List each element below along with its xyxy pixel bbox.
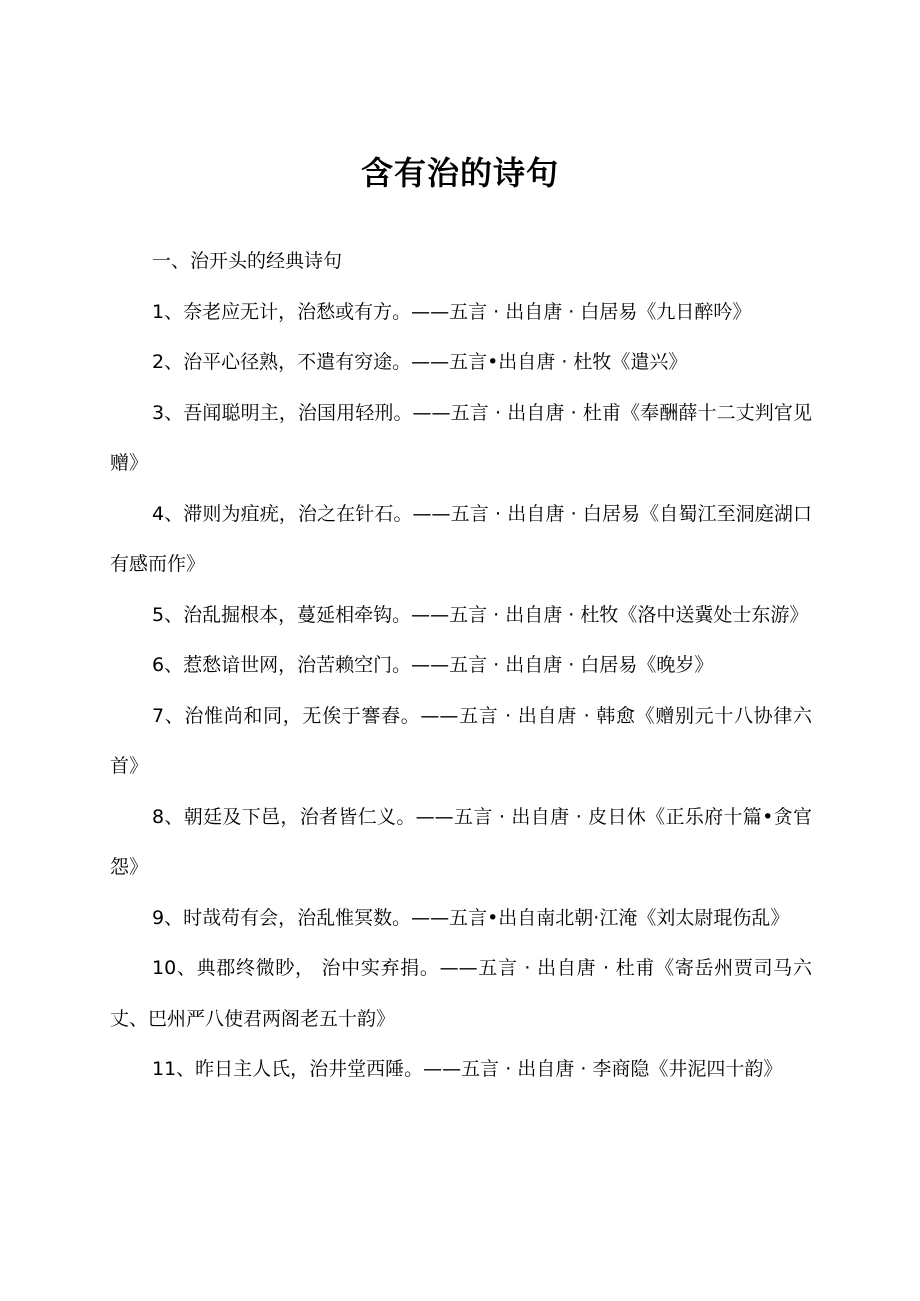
poem-line-6: 6、惹愁谙世网，治苦赖空门。——五言 · 出自唐 · 白居易《晚岁》	[152, 654, 714, 676]
poem-line-3: 3、吾闻聪明主，治国用轻刑。——五言 · 出自唐 · 杜甫《奉酬薛十二丈判官见赠》	[110, 401, 812, 474]
poem-line-1: 1、奈老应无计，治愁或有方。——五言 · 出自唐 · 白居易《九日醉吟》	[152, 300, 752, 323]
poem-line-11: 11、昨日主人氏，治井堂西陲。——五言 · 出自唐 · 李商隐《井泥四十韵》	[152, 1058, 783, 1080]
section-heading: 一、治开头的经典诗句	[152, 250, 343, 272]
poem-line-9: 9、时哉苟有会，治乱惟冥数。——五言•出自南北朝·江淹《刘太尉琨伤乱》	[152, 906, 790, 929]
poem-line-2: 2、治平心径熟，不遣有穷途。——五言•出自唐 · 杜牧《遣兴》	[152, 351, 688, 373]
poem-line-10: 10、典郡终微眇， 治中实弃捐。——五言 · 出自唐 · 杜甫《寄岳州贾司马六丈、巴州严八使君两阁老五十韵》	[110, 957, 812, 1030]
poem-line-4: 4、滞则为疽疣，治之在针石。——五言 · 出自唐 · 白居易《自蜀江至洞庭湖口有感而作》	[110, 502, 812, 575]
document-title: 含有治的诗句	[360, 154, 559, 193]
poem-line-8: 8、朝廷及下邑，治者皆仁义。——五言 · 出自唐 · 皮日休《正乐府十篇•贪官怨》	[110, 805, 812, 878]
poem-line-7: 7、治惟尚和同，无俟于謇舂。——五言 · 出自唐 · 韩愈《赠别元十八协律六首》	[110, 704, 812, 777]
document-body	[110, 236, 812, 1095]
poem-line-5: 5、治乱掘根本，蔓延相牵钩。——五言 · 出自唐 · 杜牧《洛中送冀处士东游》	[152, 603, 809, 626]
